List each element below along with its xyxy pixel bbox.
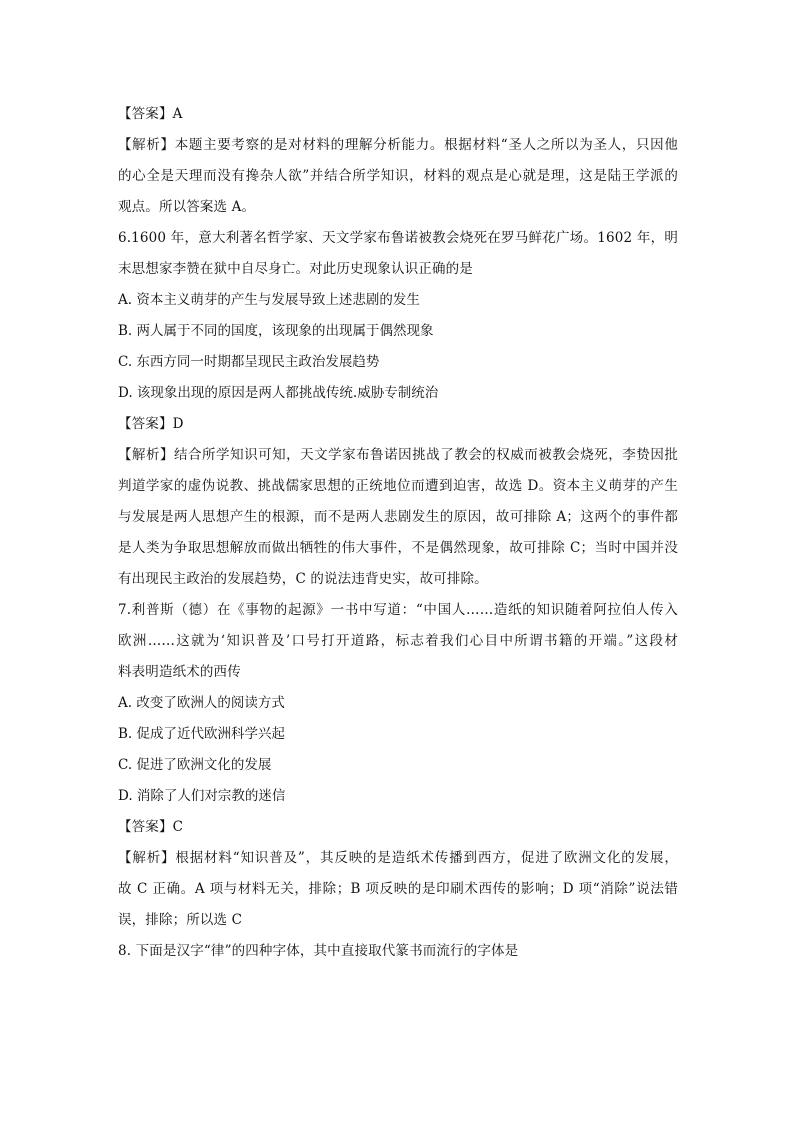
q7-stem-line-2: 欧洲……这就为‘知识普及’口号打开道路，标志着我们心目中所谓书籍的开端。”这段材 <box>118 633 678 649</box>
q6-stem-line-1: 6.1600 年，意大利著名哲学家、天文学家布鲁诺被教会烧死在罗马鲜花广场。1602 年，明 <box>118 230 678 246</box>
page-content <box>118 99 678 967</box>
q7-analysis-line-1: 【解析】根据材料“知识普及”，其反映的是造纸术传播到西方，促进了欧洲文化的发展， <box>118 850 678 866</box>
q6-analysis-line-3: 与发展是两人思想产生的根源，而不是两人悲剧发生的原因，故可排除 A；这两个的事件都 <box>118 509 678 525</box>
q7-stem-line-3: 料表明造纸术的西传 <box>118 664 241 680</box>
q7-analysis-line-3: 误，排除；所以选 C <box>118 912 243 928</box>
q6-analysis-line-2: 判道学家的虚伪说教、挑战儒家思想的正统地位而遭到迫害，故选 D。资本主义萌芽的产生 <box>118 478 678 494</box>
q6-option-b: B. 两人属于不同的国度，该现象的出现属于偶然现象 <box>118 323 434 339</box>
q5-analysis-line-1: 【解析】本题主要考察的是对材料的理解分析能力。根据材料“圣人之所以为圣人，只因他 <box>118 137 678 153</box>
q7-analysis-line-2: 故 C 正确。A 项与材料无关，排除；B 项反映的是印刷术西传的影响；D 项“消除”说法错 <box>118 881 678 897</box>
q5-analysis-line-3: 观点。所以答案选 A。 <box>118 199 256 215</box>
q7-answer: 【答案】C <box>118 819 184 835</box>
q6-option-c: C. 东西方同一时期都呈现民主政治发展趋势 <box>118 354 380 370</box>
q5-answer: 【答案】A <box>118 106 183 122</box>
q6-stem-line-2: 末思想家李赞在狱中自尽身亡。对此历史现象认识正确的是 <box>118 261 473 277</box>
q6-answer: 【答案】D <box>118 416 184 432</box>
q6-option-a: A. 资本主义萌芽的产生与发展导致上述悲剧的发生 <box>118 292 420 308</box>
q5-analysis-line-2: 的心全是天理而没有搀杂人欲”并结合所学知识，材料的观点是心就是理，这是陆王学派的 <box>118 168 678 184</box>
q6-option-d: D. 该现象出现的原因是两人都挑战传统.威胁专制统治 <box>118 385 439 401</box>
q7-stem-line-1: 7.利普斯（德）在《事物的起源》一书中写道：“中国人……造纸的知识随着阿拉伯人传入 <box>118 602 678 618</box>
q6-analysis-line-1: 【解析】结合所学知识可知，天文学家布鲁诺因挑战了教会的权威而被教会烧死，李贽因批 <box>118 447 678 463</box>
q7-option-d: D. 消除了人们对宗教的迷信 <box>118 788 286 804</box>
q6-analysis-line-4: 是人类为争取思想解放而做出牺牲的伟大事件，不是偶然现象，故可排除 C；当时中国并没 <box>118 540 678 556</box>
q7-option-c: C. 促进了欧洲文化的发展 <box>118 757 272 773</box>
q8-stem-line-1: 8. 下面是汉字“律”的四种字体，其中直接取代篆书而流行的字体是 <box>118 943 519 959</box>
q6-analysis-line-5: 有出现民主政治的发展趋势，C 的说法违背史实，故可排除。 <box>118 571 488 587</box>
q7-option-a: A. 改变了欧洲人的阅读方式 <box>118 695 285 711</box>
q7-option-b: B. 促成了近代欧洲科学兴起 <box>118 726 286 742</box>
